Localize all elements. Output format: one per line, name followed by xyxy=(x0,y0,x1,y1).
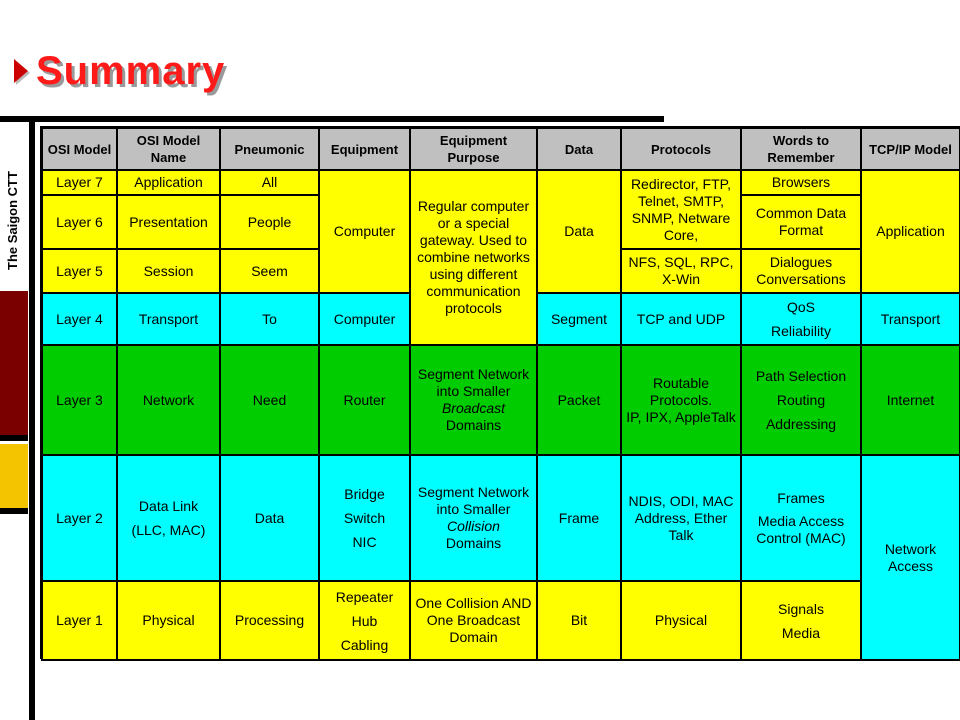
layer-1-equipment-repeater: Repeater xyxy=(335,588,394,605)
layer-3-protocols xyxy=(621,345,741,455)
layer-5-protocols: NFS, SQL, RPC, X-Win xyxy=(621,249,741,293)
layer-7-cell: Layer 7 xyxy=(42,170,117,195)
layer-4-protocols: TCP and UDP xyxy=(621,293,741,345)
layer-3-cell: Layer 3 xyxy=(42,345,117,455)
layer-2-data: Frame xyxy=(537,455,621,581)
layer-2-words xyxy=(741,455,861,581)
upper-equipment-purpose: Regular computer or a special gateway. Used to combine networks using different communication protocols xyxy=(410,170,537,345)
header-data: Data xyxy=(537,128,621,170)
header-row xyxy=(42,128,960,170)
layer-2-purpose-text: Segment Network into Smaller xyxy=(417,484,530,517)
layer-3-purpose xyxy=(410,345,537,455)
table-row-layer-1 xyxy=(42,581,960,660)
tcpip-application: Application xyxy=(861,170,960,293)
layer-6-pneumonic: People xyxy=(220,195,319,249)
layer-7-6-protocols: Redirector, FTP, Telnet, SMTP, SNMP, Netware Core, xyxy=(621,170,741,249)
layer-2-purpose-end: Domains xyxy=(445,535,502,551)
header-osi-model: OSI Model xyxy=(42,128,117,170)
layer-4-word-qos: QoS xyxy=(786,299,815,315)
layer-2-equipment-switch: Switch xyxy=(343,510,386,526)
layer-1-data: Bit xyxy=(537,581,621,660)
layer-2-name xyxy=(117,455,220,581)
side-separator xyxy=(0,435,28,441)
header-words-to-remember: Words to Remember xyxy=(741,128,861,170)
layer-1-pneumonic: Processing xyxy=(220,581,319,660)
layer-1-word-media: Media xyxy=(781,624,821,641)
layer-4-word-reliability: Reliability xyxy=(771,323,831,339)
layer-2-cell: Layer 2 xyxy=(42,455,117,581)
left-vertical-bar xyxy=(29,116,35,720)
layer-3-protocols-line-2: IP, IPX, AppleTalk xyxy=(626,408,736,425)
layer-2-equipment-nic: NIC xyxy=(352,534,377,550)
layer-3-purpose-italic: Broadcast xyxy=(441,400,506,416)
layer-3-word-path-selection: Path Selection xyxy=(755,368,847,384)
layer-3-equipment: Router xyxy=(319,345,410,455)
title-area xyxy=(14,46,225,96)
layer-1-equipment xyxy=(319,581,410,660)
layer-5-pneumonic: Seem xyxy=(220,249,319,293)
layer-2-pneumonic: Data xyxy=(220,455,319,581)
layer-6-words: Common Data Format xyxy=(741,195,861,249)
layer-5-words: Dialogues Conversations xyxy=(741,249,861,293)
layer-1-equipment-cabling: Cabling xyxy=(340,636,389,653)
layer-6-cell: Layer 6 xyxy=(42,195,117,249)
layer-1-purpose: One Collision AND One Broadcast Domain xyxy=(410,581,537,660)
layer-4-words xyxy=(741,293,861,345)
slide-title: Summary xyxy=(36,48,226,93)
tcpip-internet: Internet xyxy=(861,345,960,455)
layer-2-equipment xyxy=(319,455,410,581)
layer-6-name: Presentation xyxy=(117,195,220,249)
layer-5-name: Session xyxy=(117,249,220,293)
layer-1-word-signals: Signals xyxy=(778,600,824,617)
layer-3-words xyxy=(741,345,861,455)
header-tcpip-model: TCP/IP Model xyxy=(861,128,960,170)
tcpip-network-access: Network Access xyxy=(861,455,960,660)
layer-7-name: Application xyxy=(117,170,220,195)
layer-4-pneumonic: To xyxy=(220,293,319,345)
layer-4-equipment: Computer xyxy=(319,293,410,345)
side-block-yellow xyxy=(0,444,28,508)
table-row-layer-7 xyxy=(42,170,960,195)
upper-equipment: Computer xyxy=(319,170,410,293)
layer-2-purpose xyxy=(410,455,537,581)
layer-2-purpose-italic: Collision xyxy=(447,518,500,534)
layer-4-name: Transport xyxy=(117,293,220,345)
top-rule xyxy=(0,116,664,122)
header-equipment: Equipment xyxy=(319,128,410,170)
layer-4-data: Segment xyxy=(537,293,621,345)
tcpip-transport: Transport xyxy=(861,293,960,345)
layer-7-pneumonic: All xyxy=(220,170,319,195)
upper-data: Data xyxy=(537,170,621,293)
layer-3-name: Network xyxy=(117,345,220,455)
layer-2-word-mac: Media Access Control (MAC) xyxy=(756,512,846,546)
layer-1-name: Physical xyxy=(117,581,220,660)
layer-1-equipment-hub: Hub xyxy=(351,612,378,629)
layer-4-cell: Layer 4 xyxy=(42,293,117,345)
layer-1-protocols: Physical xyxy=(621,581,741,660)
side-separator-2 xyxy=(0,508,28,514)
side-block-red xyxy=(0,291,28,435)
layer-2-word-frames: Frames xyxy=(777,489,825,506)
side-label: The Saigon CTT xyxy=(5,171,20,270)
header-osi-model-name: OSI Model Name xyxy=(117,128,220,170)
osi-table-frame xyxy=(40,126,960,659)
layer-3-word-addressing: Addressing xyxy=(765,416,837,432)
header-protocols: Protocols xyxy=(621,128,741,170)
osi-summary-table xyxy=(41,127,960,661)
layer-3-data: Packet xyxy=(537,345,621,455)
triangle-bullet-icon xyxy=(14,59,28,83)
layer-3-purpose-end: Domains xyxy=(445,417,502,433)
layer-3-word-routing: Routing xyxy=(776,392,826,408)
layer-2-name-line-2: (LLC, MAC) xyxy=(131,522,206,538)
layer-3-pneumonic: Need xyxy=(220,345,319,455)
layer-5-cell: Layer 5 xyxy=(42,249,117,293)
header-pneumonic: Pneumonic xyxy=(220,128,319,170)
layer-2-equipment-bridge: Bridge xyxy=(344,486,385,502)
header-equipment-purpose: Equipment Purpose xyxy=(410,128,537,170)
layer-2-name-line-1: Data Link xyxy=(138,498,199,514)
layer-3-protocols-line-1: Routable Protocols. xyxy=(649,374,713,408)
table-row-layer-3 xyxy=(42,345,960,455)
layer-2-protocols: NDIS, ODI, MAC Address, Ether Talk xyxy=(621,455,741,581)
table-row-layer-2 xyxy=(42,455,960,581)
layer-7-words: Browsers xyxy=(741,170,861,195)
layer-1-cell: Layer 1 xyxy=(42,581,117,660)
layer-1-words xyxy=(741,581,861,660)
layer-3-purpose-text: Segment Network into Smaller xyxy=(417,366,530,399)
